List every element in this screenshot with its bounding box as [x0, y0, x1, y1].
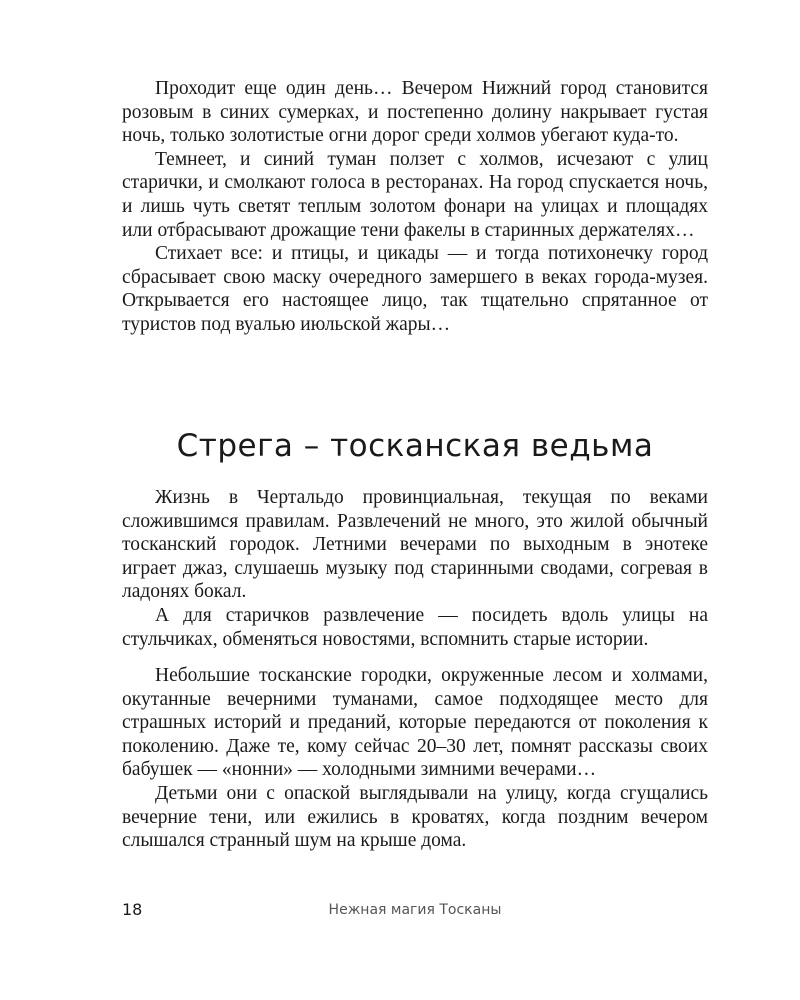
text-block-legends [122, 664, 708, 853]
paragraph: Стихает все: и птицы, и цикады — и тогда потихонечку город сбрасывает свою маску очередного замершего в веках города-музея. Открывается его настоящее лицо, так тщательно спрятанное от туристов под вуалью июльской жары… [122, 243, 708, 335]
paragraph: Детьми они с опаской выглядывали на улицу, когда сгущались вечерние тени, или ежились в кроватях, когда поздним вечером слышался странный шум на крыше дома. [122, 782, 708, 852]
text-block-evening [122, 77, 708, 337]
paragraph: Темнеет, и синий туман ползет с холмов, исчезают с улиц старички, и смолкают голоса в ресторанах. На город спускается ночь, и лишь чуть светят теплым золотом фонари на улицах и площадях или отбрасывают дрожащие тени факелы в старинных держателях… [122, 148, 708, 241]
section-heading: Стрега – тосканская ведьма [176, 428, 654, 464]
paragraph: А для старичков развлечение — посидеть вдоль улицы на стульчиках, обменяться новостями, вспомнить старые истории. [122, 604, 708, 650]
text-block-certaldo [122, 486, 708, 651]
paragraph: Небольшие тосканские городки, окруженные лесом и холмами, окутанные вечерними туманами, самое подходящее место для страшных историй и преданий, которые передаются от поколения к поколению. Даже те, кому сейчас 20–30 лет, помнят рассказы своих бабушек — «нонни» — холодными зимними вечерами… [122, 665, 708, 781]
page-number: 18 [122, 900, 143, 919]
paragraph: Проходит еще один день… Вечером Нижний город становится розовым в синих сумерках, и постепенно долину накрывает густая ночь, только золотистые огни дорог среди холмов убегают куда-то. [122, 78, 708, 147]
running-title: Нежная магия Тосканы [328, 902, 502, 918]
paragraph: Жизнь в Чертальдо провинциальная, текущая по веками сложившимся правилам. Развлечений не много, это жилой обычный тосканский городок. Летними вечерами по выходным в энотеке играет джаз, слушаешь музыку под старинными сводами, согревая в ладонях бокал. [122, 487, 708, 603]
